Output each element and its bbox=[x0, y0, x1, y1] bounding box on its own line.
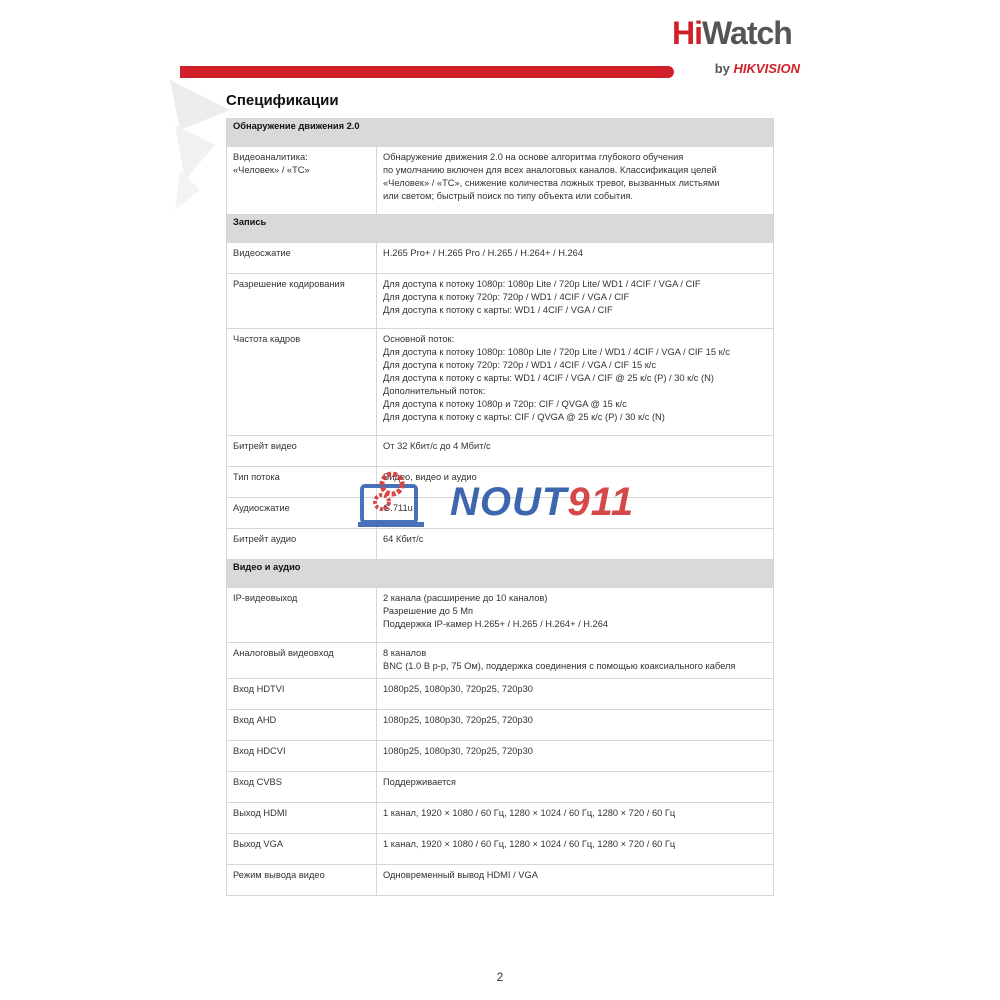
spec-label bbox=[227, 865, 377, 896]
spec-value-line: Для доступа к потоку 1080p и 720p: CIF / QVGA @ 15 к/с bbox=[383, 399, 627, 409]
spec-value-line: 1080p25, 1080p30, 720p25, 720p30 bbox=[383, 746, 533, 756]
spec-row bbox=[227, 643, 774, 679]
page-title: Спецификации bbox=[226, 92, 339, 109]
spec-value-line: Видео, видео и аудио bbox=[383, 472, 477, 482]
section-header-row bbox=[227, 215, 774, 243]
spec-label-line: Разрешение кодирования bbox=[233, 279, 345, 289]
spec-value bbox=[377, 679, 774, 710]
logo-hi-text: Hi bbox=[672, 15, 702, 51]
spec-value bbox=[377, 436, 774, 467]
spec-value bbox=[377, 865, 774, 896]
spec-value bbox=[377, 772, 774, 803]
spec-row bbox=[227, 436, 774, 467]
spec-label bbox=[227, 467, 377, 498]
spec-label-line: Тип потока bbox=[233, 472, 280, 482]
logo-by-text: by bbox=[714, 61, 730, 76]
spec-label bbox=[227, 274, 377, 329]
spec-value bbox=[377, 243, 774, 274]
spec-value-line: по умолчанию включен для всех аналоговых каналов. Классификация целей bbox=[383, 165, 717, 175]
spec-value-line: «Человек» / «ТС», снижение количества ложных тревог, вызванных листьями bbox=[383, 178, 720, 188]
spec-value-line: Для доступа к потоку с карты: WD1 / 4CIF / VGA / CIF @ 25 к/с (P) / 30 к/с (N) bbox=[383, 373, 714, 383]
spec-label bbox=[227, 498, 377, 529]
spec-label-line: «Человек» / «ТС» bbox=[233, 165, 310, 175]
spec-label-line: Видеоаналитика: bbox=[233, 152, 308, 162]
spec-label bbox=[227, 436, 377, 467]
spec-value-line: Основной поток: bbox=[383, 334, 455, 344]
logo-byline bbox=[715, 62, 800, 76]
spec-value-line: 1 канал, 1920 × 1080 / 60 Гц, 1280 × 1024 / 60 Гц, 1280 × 720 / 60 Гц bbox=[383, 839, 676, 849]
spec-row bbox=[227, 679, 774, 710]
spec-row bbox=[227, 865, 774, 896]
section-header: Обнаружение движения 2.0 bbox=[227, 119, 774, 147]
spec-row bbox=[227, 803, 774, 834]
spec-value-line: Для доступа к потоку 1080p: 1080p Lite / 720p Lite/ WD1 / 4CIF / VGA / CIF bbox=[383, 279, 701, 289]
spec-label bbox=[227, 834, 377, 865]
spec-value-line: G.711u bbox=[383, 503, 413, 513]
hiwatch-logo bbox=[672, 14, 802, 76]
spec-label bbox=[227, 803, 377, 834]
spec-row bbox=[227, 147, 774, 215]
spec-label-line: Режим вывода видео bbox=[233, 870, 325, 880]
spec-label bbox=[227, 772, 377, 803]
spec-value bbox=[377, 274, 774, 329]
spec-value-line: 1080p25, 1080p30, 720p25, 720p30 bbox=[383, 684, 533, 694]
spec-row bbox=[227, 710, 774, 741]
section-header-row bbox=[227, 560, 774, 588]
spec-value-line: Для доступа к потоку с карты: CIF / QVGA @ 25 к/с (P) / 30 к/с (N) bbox=[383, 412, 665, 422]
spec-row bbox=[227, 834, 774, 865]
spec-value bbox=[377, 834, 774, 865]
watermark-text bbox=[450, 480, 634, 525]
spec-label bbox=[227, 710, 377, 741]
spec-value bbox=[377, 147, 774, 215]
spec-value bbox=[377, 588, 774, 643]
spec-value-line: 8 каналов bbox=[383, 648, 427, 658]
spec-label-line: Вход HDTVI bbox=[233, 684, 285, 694]
spec-value-line: Дополнительный поток: bbox=[383, 386, 486, 396]
spec-label bbox=[227, 643, 377, 679]
section-header-row bbox=[227, 119, 774, 147]
spec-label-line: Выход VGA bbox=[233, 839, 284, 849]
spec-value-line: или светом; быстрый поиск по типу объекта или события. bbox=[383, 191, 634, 201]
spec-value-line: Поддерживается bbox=[383, 777, 456, 787]
page-number: 2 bbox=[496, 970, 504, 984]
spec-label-line: Выход HDMI bbox=[233, 808, 288, 818]
spec-value-line: BNC (1.0 В р-р, 75 Ом), поддержка соединения с помощью коаксиального кабеля bbox=[383, 661, 736, 671]
spec-label bbox=[227, 741, 377, 772]
spec-label-line: Вход HDCVI bbox=[233, 746, 286, 756]
spec-label bbox=[227, 147, 377, 215]
spec-value-line: 1080p25, 1080p30, 720p25, 720p30 bbox=[383, 715, 533, 725]
spec-row bbox=[227, 741, 774, 772]
nout911-watermark bbox=[358, 470, 658, 534]
spec-value-line: Для доступа к потоку 720p: 720p / WD1 / 4CIF / VGA / CIF 15 к/с bbox=[383, 360, 656, 370]
spec-label-line: Битрейт видео bbox=[233, 441, 297, 451]
header-red-band bbox=[180, 66, 674, 78]
spec-label-line: Вход CVBS bbox=[233, 777, 282, 787]
spec-value bbox=[377, 710, 774, 741]
spec-label-line: Частота кадров bbox=[233, 334, 301, 344]
section-header: Видео и аудио bbox=[227, 560, 774, 588]
logo-wordmark bbox=[672, 14, 792, 52]
spec-label-line: Видеосжатие bbox=[233, 248, 291, 258]
spec-value bbox=[377, 643, 774, 679]
spec-label-line: Битрейт аудио bbox=[233, 534, 297, 544]
spec-label bbox=[227, 529, 377, 560]
spec-label bbox=[227, 329, 377, 436]
spec-value-line: Разрешение до 5 Мп bbox=[383, 606, 473, 616]
gear-laptop-icon bbox=[358, 470, 438, 534]
spec-row bbox=[227, 274, 774, 329]
spec-label-line: Вход AHD bbox=[233, 715, 277, 725]
spec-label-line: IP-видеовыход bbox=[233, 593, 298, 603]
spec-label bbox=[227, 679, 377, 710]
spec-row bbox=[227, 329, 774, 436]
spec-value bbox=[377, 329, 774, 436]
watermark-nout: NOUT bbox=[450, 480, 568, 524]
spec-value-line: 1 канал, 1920 × 1080 / 60 Гц, 1280 × 1024 / 60 Гц, 1280 × 720 / 60 Гц bbox=[383, 808, 676, 818]
spec-label bbox=[227, 243, 377, 274]
section-header: Запись bbox=[227, 215, 774, 243]
spec-value-line: Для доступа к потоку 720p: 720p / WD1 / 4CIF / VGA / CIF bbox=[383, 292, 630, 302]
spec-row bbox=[227, 243, 774, 274]
spec-value bbox=[377, 741, 774, 772]
logo-hikvision-text: HIKVISION bbox=[733, 61, 800, 76]
spec-value-line: 64 Кбит/с bbox=[383, 534, 424, 544]
spec-value-line: H.265 Pro+ / H.265 Pro / H.265 / H.264+ / H.264 bbox=[383, 248, 583, 258]
spec-row bbox=[227, 772, 774, 803]
spec-value-line: Для доступа к потоку с карты: WD1 / 4CIF / VGA / CIF bbox=[383, 305, 613, 315]
spec-value-line: 2 канала (расширение до 10 каналов) bbox=[383, 593, 548, 603]
spec-label-line: Аудиосжатие bbox=[233, 503, 290, 513]
logo-watch-text: Watch bbox=[702, 15, 792, 51]
watermark-911: 911 bbox=[567, 480, 635, 524]
spec-label-line: Аналоговый видеовход bbox=[233, 648, 334, 658]
spec-value-line: От 32 Кбит/с до 4 Мбит/с bbox=[383, 441, 491, 451]
spec-value bbox=[377, 803, 774, 834]
spec-value-line: Поддержка IP-камер H.265+ / H.265 / H.264+ / H.264 bbox=[383, 619, 609, 629]
spec-row bbox=[227, 588, 774, 643]
spec-value-line: Для доступа к потоку 1080p: 1080p Lite / 720p Lite / WD1 / 4CIF / VGA / CIF 15 к/с bbox=[383, 347, 730, 357]
spec-value-line: Одновременный вывод HDMI / VGA bbox=[383, 870, 538, 880]
spec-label bbox=[227, 588, 377, 643]
spec-value-line: Обнаружение движения 2.0 на основе алгоритма глубокого обучения bbox=[383, 152, 684, 162]
